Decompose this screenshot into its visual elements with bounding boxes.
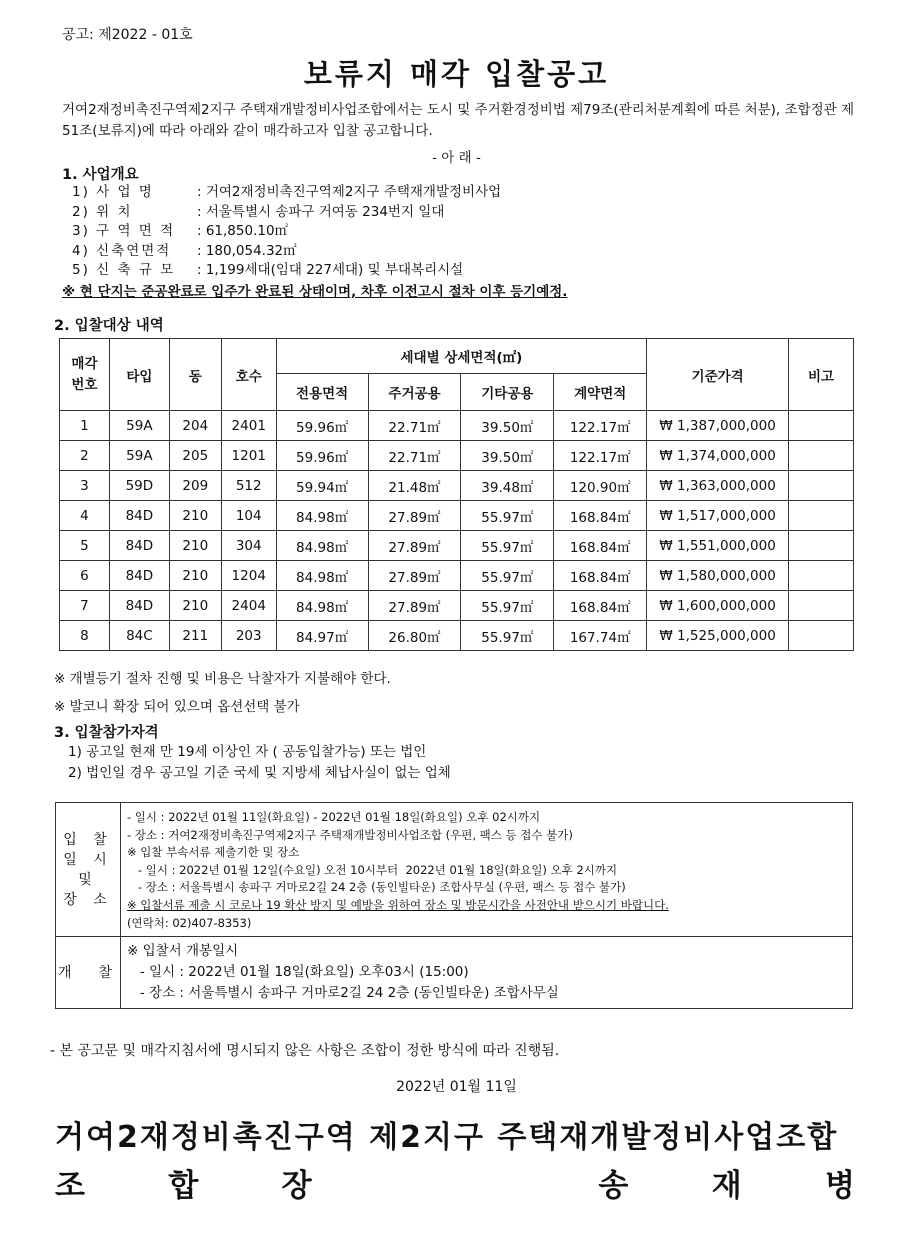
cell-ho: 1204 (221, 561, 276, 591)
cell-residential-common: 22.71㎡ (368, 441, 461, 471)
cell-dong: 210 (169, 531, 221, 561)
cell-remarks (789, 441, 854, 471)
cell-ho: 2404 (221, 591, 276, 621)
cell-contract-area: 168.84㎡ (554, 501, 647, 531)
spacer (395, 1160, 515, 1205)
cell-contract-area: 167.74㎡ (554, 621, 647, 651)
table-row (60, 621, 854, 651)
cell-ho: 104 (221, 501, 276, 531)
cell-contract-area: 120.90㎡ (554, 471, 647, 501)
cell-sale-no: 1 (60, 411, 110, 441)
schedule-table (55, 802, 853, 1009)
cell-ho: 512 (221, 471, 276, 501)
attachment-period: - 일시 : 2022년 01월 12일(수요일) 오전 10시부터 2022년 01월 18일(화요일) 오후 2시까지 (127, 862, 618, 877)
cell-sale-no: 4 (60, 501, 110, 531)
cell-exclusive-area: 59.94㎡ (276, 471, 368, 501)
notice-date: 2022년 01월 11일 (396, 1079, 517, 1095)
cell-ho: 1201 (221, 441, 276, 471)
overview-item-scale (72, 261, 501, 281)
cell-remarks (789, 471, 854, 501)
cell-dong: 211 (169, 621, 221, 651)
opening-place: - 장소 : 서울특별시 송파구 거마로2길 24 2층 (동인빌타운) 조합사무실 (127, 985, 559, 1002)
table-row (60, 441, 854, 471)
cell-residential-common: 27.89㎡ (368, 531, 461, 561)
cell-ho: 203 (221, 621, 276, 651)
opening-heading: ※ 입찰서 개봉일시 (127, 943, 239, 960)
cell-exclusive-area: 59.96㎡ (276, 441, 368, 471)
opening-time: - 일시 : 2022년 01월 18일(화요일) 오후03시 (15:00) (127, 964, 469, 981)
bid-schedule-details (121, 803, 853, 937)
cell-other-common: 55.97㎡ (461, 591, 554, 621)
bid-period: - 일시 : 2022년 01월 11일(화요일) - 2022년 01월 18일(화요일) 오후 02시까지 (127, 810, 541, 824)
chief-title-char: 장 (281, 1168, 312, 1204)
cell-dong: 205 (169, 441, 221, 471)
attachment-heading: ※ 입찰 부속서류 제출기한 및 장소 (127, 845, 300, 860)
covid-notice: ※ 입찰서류 제출 시 코로나 19 확산 방지 및 예방을 위하여 장소 및 방문시간을 사전안내 받으시기 바랍니다. (127, 897, 669, 912)
section2-heading: 2. 입찰대상 내역 (54, 318, 164, 334)
cell-type: 84D (109, 591, 169, 621)
table-row (60, 561, 854, 591)
bid-schedule-label: 입 찰 일 시 및 장 소 (56, 803, 121, 937)
cell-sale-no: 8 (60, 621, 110, 651)
qualification-list (68, 742, 451, 784)
cell-base-price: ₩ 1,580,000,000 (647, 561, 789, 591)
contact-number: (연락처: 02)407-8353) (127, 915, 252, 930)
header-remarks: 비고 (789, 339, 854, 411)
cell-contract-area: 122.17㎡ (554, 441, 647, 471)
bid-place: - 장소 : 거여2재정비촉진구역제2지구 주택재개발정비사업조합 (우편, 팩스 등 접수 불가) (127, 827, 573, 842)
overview-item-area (72, 222, 501, 242)
balcony-note: ※ 발코니 확장 되어 있으며 옵션선택 불가 (54, 699, 300, 715)
overview-label: 4) 신축연면적 (72, 242, 172, 259)
cell-exclusive-area: 84.98㎡ (276, 531, 368, 561)
overview-item-location (72, 203, 501, 223)
overview-label: 2) 위 치 (72, 203, 133, 220)
cell-dong: 210 (169, 501, 221, 531)
cell-remarks (789, 591, 854, 621)
page-title: 보류지 매각 입찰공고 (303, 57, 610, 91)
bid-items-table (59, 338, 854, 651)
overview-value: : 서울특별시 송파구 거여동 234번지 일대 (197, 203, 445, 220)
completion-warning: ※ 현 단지는 준공완료로 입주가 완료된 상태이며, 차후 이전고시 절차 이후 등기예정. (62, 284, 568, 300)
header-sale-no: 매각 번호 (60, 339, 110, 411)
header-ho: 호수 (221, 339, 276, 411)
cell-base-price: ₩ 1,374,000,000 (647, 441, 789, 471)
cell-base-price: ₩ 1,551,000,000 (647, 531, 789, 561)
overview-value: : 1,199세대(임대 227세대) 및 부대복리시설 (197, 262, 464, 278)
cell-sale-no: 6 (60, 561, 110, 591)
chief-name-char: 병 (825, 1168, 855, 1204)
header-base-price: 기준가격 (647, 339, 789, 411)
cell-dong: 204 (169, 411, 221, 441)
cell-exclusive-area: 84.97㎡ (276, 621, 368, 651)
overview-value: : 거여2재정비촉진구역제2지구 주택재개발정비사업 (197, 184, 502, 200)
cell-other-common: 55.97㎡ (461, 531, 554, 561)
overview-label: 5) 신 축 규 모 (72, 262, 176, 278)
chief-title-char: 합 (168, 1168, 199, 1204)
header-contract-area: 계약면적 (554, 374, 647, 411)
table-row (60, 531, 854, 561)
cell-exclusive-area: 84.98㎡ (276, 501, 368, 531)
attachment-place: - 장소 : 서울특별시 송파구 거마로2길 24 2층 (동인빌타운) 조합사무실 (우편, 팩스 등 접수 불가) (127, 880, 626, 895)
cell-exclusive-area: 84.98㎡ (276, 561, 368, 591)
cell-other-common: 39.50㎡ (461, 411, 554, 441)
overview-list (72, 183, 501, 281)
header-area-group: 세대별 상세면적(㎡) (276, 339, 646, 374)
chief-name-char: 재 (711, 1168, 742, 1204)
cell-residential-common: 27.89㎡ (368, 501, 461, 531)
table-row (60, 411, 854, 441)
cell-dong: 210 (169, 561, 221, 591)
opening-details (121, 937, 853, 1009)
header-other-common: 기타공용 (461, 374, 554, 411)
intro-paragraph: 거여2재정비촉진구역제2지구 주택재개발정비사업조합에서는 도시 및 주거환경정비법 제79조(관리처분계획에 따른 처분), 조합정관 제51조(보류지)에 따라 아래와 같이 매각하고자 입찰 공고합니다. (62, 102, 855, 139)
cell-base-price: ₩ 1,517,000,000 (647, 501, 789, 531)
cell-remarks (789, 621, 854, 651)
cell-other-common: 55.97㎡ (461, 561, 554, 591)
registration-note: ※ 개별등기 절차 진행 및 비용은 낙찰자가 지불해야 한다. (54, 671, 391, 687)
cell-residential-common: 27.89㎡ (368, 591, 461, 621)
header-dong: 동 (169, 339, 221, 411)
header-type: 타입 (109, 339, 169, 411)
cell-remarks (789, 561, 854, 591)
header-exclusive-area: 전용면적 (276, 374, 368, 411)
organization-name: 거여2재정비촉진구역 제2지구 주택재개발정비사업조합 (55, 1120, 839, 1155)
cell-contract-area: 122.17㎡ (554, 411, 647, 441)
cell-contract-area: 168.84㎡ (554, 591, 647, 621)
header-residential-common: 주거공용 (368, 374, 461, 411)
table-row (60, 501, 854, 531)
cell-dong: 210 (169, 591, 221, 621)
table-row (60, 471, 854, 501)
cell-residential-common: 21.48㎡ (368, 471, 461, 501)
cell-ho: 304 (221, 531, 276, 561)
cell-type: 84D (109, 501, 169, 531)
cell-sale-no: 2 (60, 441, 110, 471)
section1-heading: 1. 사업개요 (62, 167, 139, 183)
cell-dong: 209 (169, 471, 221, 501)
cell-exclusive-area: 59.96㎡ (276, 411, 368, 441)
qualification-item: 1) 공고일 현재 만 19세 이상인 자 ( 공동입찰가능) 또는 법인 (68, 744, 427, 760)
cell-sale-no: 3 (60, 471, 110, 501)
overview-item-floor-area (72, 242, 501, 262)
cell-sale-no: 5 (60, 531, 110, 561)
cell-base-price: ₩ 1,600,000,000 (647, 591, 789, 621)
cell-residential-common: 27.89㎡ (368, 561, 461, 591)
overview-label: 1) 사 업 명 (72, 184, 154, 200)
cell-other-common: 39.50㎡ (461, 441, 554, 471)
below-marker: - 아 래 - (432, 150, 481, 166)
cell-sale-no: 7 (60, 591, 110, 621)
table-row (60, 591, 854, 621)
cell-remarks (789, 411, 854, 441)
cell-remarks (789, 501, 854, 531)
cell-base-price: ₩ 1,363,000,000 (647, 471, 789, 501)
overview-value: : 180,054.32㎡ (197, 242, 297, 259)
chief-title-char: 조 (55, 1168, 85, 1204)
cell-type: 59D (109, 471, 169, 501)
section3-heading: 3. 입찰참가자격 (54, 725, 159, 741)
chief-name-char: 송 (598, 1168, 629, 1204)
cell-other-common: 39.48㎡ (461, 471, 554, 501)
footer-note: - 본 공고문 및 매각지침서에 명시되지 않은 사항은 조합이 정한 방식에 따라 진행됨. (50, 1043, 560, 1059)
overview-label: 3) 구 역 면 적 (72, 223, 176, 239)
cell-contract-area: 168.84㎡ (554, 531, 647, 561)
cell-type: 84D (109, 531, 169, 561)
cell-contract-area: 168.84㎡ (554, 561, 647, 591)
cell-ho: 2401 (221, 411, 276, 441)
cell-exclusive-area: 84.98㎡ (276, 591, 368, 621)
cell-residential-common: 22.71㎡ (368, 411, 461, 441)
cell-type: 59A (109, 411, 169, 441)
cell-other-common: 55.97㎡ (461, 501, 554, 531)
bid-items-body (60, 411, 854, 651)
overview-value: : 61,850.10㎡ (197, 223, 289, 239)
qualification-item: 2) 법인일 경우 공고일 기준 국세 및 지방세 체납사실이 없는 업체 (68, 765, 451, 781)
cell-type: 84D (109, 561, 169, 591)
opening-label: 개 찰 (56, 937, 121, 1009)
notice-number: 공고: 제2022 - 01호 (62, 27, 193, 43)
cell-residential-common: 26.80㎡ (368, 621, 461, 651)
cell-base-price: ₩ 1,525,000,000 (647, 621, 789, 651)
cell-other-common: 55.97㎡ (461, 621, 554, 651)
cell-type: 84C (109, 621, 169, 651)
cell-base-price: ₩ 1,387,000,000 (647, 411, 789, 441)
cell-type: 59A (109, 441, 169, 471)
chief-signature-line (55, 1160, 855, 1205)
overview-item-project (72, 183, 501, 203)
cell-remarks (789, 531, 854, 561)
